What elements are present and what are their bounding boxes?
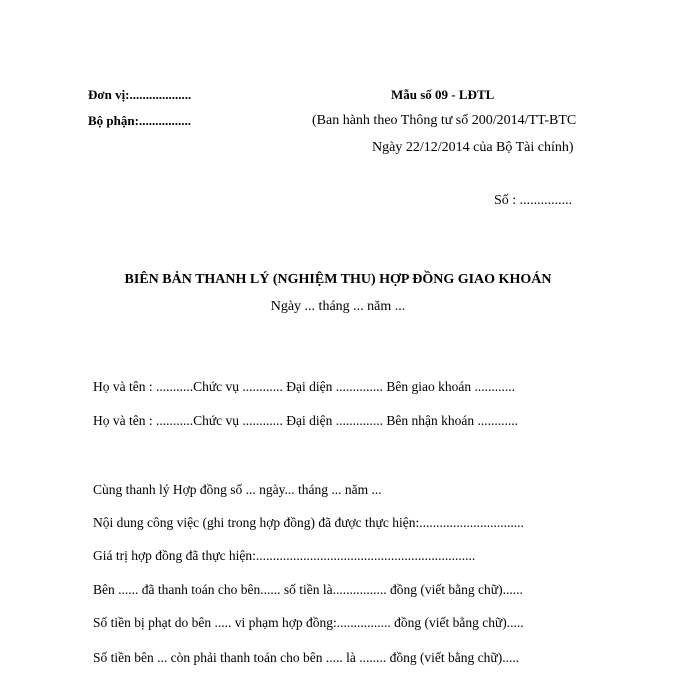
work-content-line: Nội dung công việc (ghi trong hợp đồng) đã được thực hiện:............................... [93,515,524,530]
remaining-payment-line: Số tiền bên ... còn phải thanh toán cho bên ..... là ........ đồng (viết bằng chữ)..... [93,650,520,665]
form-number: Mẫu số 09 - LĐTL [391,87,495,102]
document-date: Ngày ... tháng ... năm ... [270,299,406,314]
payment-made-line: Bên ...... đã thanh toán cho bên...... số tiền là................ đồng (viết bằng chữ)...... [93,582,523,597]
party-assigner-line: Họ và tên : ...........Chức vụ ............ Đại diện .............. Bên giao khoán ............ [93,379,516,394]
issued-by-circular: (Ban hành theo Thông tư số 200/2014/TT-BTC [312,113,577,128]
contract-value-line: Giá trị hợp đồng đã thực hiện:................................................................. [93,548,476,563]
party-contractor-line: Họ và tên : ...........Chức vụ ............ Đại diện .............. Bên nhận khoán ............ [93,413,519,428]
issued-date: Ngày 22/12/2014 của Bộ Tài chính) [372,140,574,155]
document-number: Số : ............... [494,193,573,208]
contract-reference-line: Cùng thanh lý Hợp đồng số ... ngày... tháng ... năm ... [93,482,382,497]
department-label: Bộ phận:................ [88,113,191,128]
unit-label: Đơn vị:................... [88,87,192,102]
penalty-line: Số tiền bị phạt do bên ..... vi phạm hợp đồng:................ đồng (viết bằng chữ)..... [93,615,524,630]
document-title: BIÊN BẢN THANH LÝ (NGHIỆM THU) HỢP ĐỒNG GIAO KHOÁN [124,272,552,287]
